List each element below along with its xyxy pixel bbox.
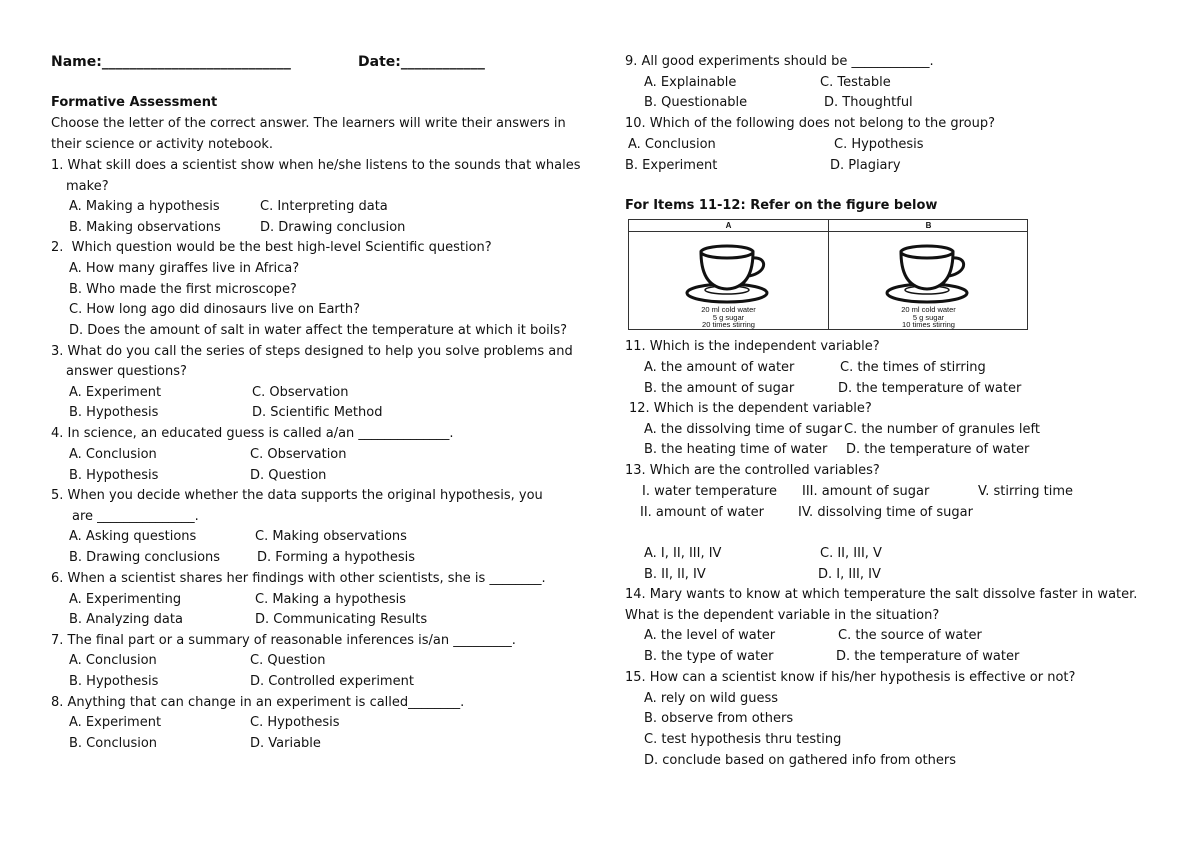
question-text: 7. The final part or a summary of reasonable inferences is/an _________. [51, 633, 516, 648]
option-iv: IV. dissolving time of sugar [798, 505, 973, 520]
choice-b: B. Hypothesis [69, 674, 159, 689]
question-text: 9. All good experiments should be ____________. [625, 54, 934, 69]
choice-d: D. Plagiary [830, 158, 901, 173]
choice-a: A. I, II, III, IV [644, 546, 722, 561]
question-text: 3. What do you call the series of steps designed to help you solve problems and [51, 344, 573, 359]
question-text: 11. Which is the independent variable? [625, 339, 880, 354]
question-text: 4. In science, an educated guess is called a/an ______________. [51, 426, 454, 441]
panel-label-b: B [829, 220, 1028, 232]
choice-c: C. How long ago did dinosaurs live on Earth? [69, 302, 360, 317]
choice-d: D. Variable [250, 736, 321, 751]
question-text: 8. Anything that can change in an experiment is called________. [51, 695, 465, 710]
question-text: 15. How can a scientist know if his/her hypothesis is effective or not? [625, 670, 1076, 685]
choice-d: D. the temperature of water [838, 381, 1022, 396]
choice-d: D. Thoughtful [824, 95, 913, 110]
choice-c: C. Observation [252, 385, 349, 400]
choice-d: D. conclude based on gathered info from others [644, 753, 956, 768]
question-text: 5. When you decide whether the data supports the original hypothesis, you [51, 488, 543, 503]
choice-c: C. test hypothesis thru testing [644, 732, 842, 747]
caption-line: 20 times stirring [702, 320, 755, 329]
choice-b: B. the amount of sugar [644, 381, 795, 396]
choice-c: C. Making a hypothesis [255, 592, 407, 607]
option-iii: III. amount of sugar [802, 484, 930, 499]
question-text: 14. Mary wants to know at which temperature the salt dissolve faster in water. [625, 587, 1138, 602]
choice-d: D. Forming a hypothesis [257, 550, 415, 565]
instructions-line-1: Choose the letter of the correct answer. The learners will write their answers in [51, 116, 566, 131]
caption-line: 5 g sugar [712, 312, 745, 322]
question-text: 2. Which question would be the best high-level Scientific question? [51, 240, 492, 255]
choice-a: A. Conclusion [628, 137, 716, 152]
choice-a: A. Explainable [644, 75, 737, 90]
panel-label-a: A [629, 220, 828, 232]
caption-line: 20 ml cold water [901, 305, 956, 314]
choice-a: A. rely on wild guess [644, 691, 779, 706]
choice-b: B. Who made the first microscope? [69, 282, 297, 297]
choice-a: A. Experimenting [69, 592, 182, 607]
teacup-icon [679, 242, 779, 306]
choice-a: A. the amount of water [644, 360, 795, 375]
choice-b: B. Conclusion [69, 736, 158, 751]
choice-b: B. II, II, IV [644, 567, 706, 582]
question-text: 10. Which of the following does not belong to the group? [625, 116, 996, 131]
choice-b: B. observe from others [644, 711, 794, 726]
choice-b: B. Hypothesis [69, 405, 159, 420]
choice-a: A. Experiment [69, 385, 162, 400]
choice-b: B. Analyzing data [69, 612, 183, 627]
choice-c: C. Testable [820, 75, 891, 90]
choice-a: A. Conclusion [69, 447, 157, 462]
figure-heading: For Items 11-12: Refer on the figure below [625, 198, 938, 213]
choice-c: C. Interpreting data [260, 199, 388, 214]
choice-c: C. Hypothesis [250, 715, 340, 730]
option-i: I. water temperature [642, 484, 777, 499]
question-text-cont: make? [66, 179, 109, 194]
teacup-icon [879, 242, 979, 306]
question-text-cont: are _______________. [72, 509, 199, 524]
question-text-cont: answer questions? [66, 364, 187, 379]
choice-b: B. Experiment [625, 158, 718, 173]
choice-b: B. Drawing conclusions [69, 550, 221, 565]
page-title: Formative Assessment [51, 95, 218, 110]
caption-line: 20 ml cold water [701, 305, 756, 314]
panel-caption-b [829, 306, 1028, 329]
panel-caption-a [629, 306, 828, 329]
question-text: 6. When a scientist shares her findings with other scientists, she is ________. [51, 571, 546, 586]
question-text-cont: What is the dependent variable in the situation? [625, 608, 940, 623]
choice-b: B. Hypothesis [69, 468, 159, 483]
choice-d: D. the temperature of water [846, 442, 1030, 457]
choice-a: A. Conclusion [69, 653, 157, 668]
choice-a: A. the dissolving time of sugar [644, 422, 843, 437]
figure-panel-a [629, 220, 829, 329]
choice-d: D. Drawing conclusion [260, 220, 406, 235]
choice-a: A. How many giraffes live in Africa? [69, 261, 300, 276]
choice-c: C. II, III, V [820, 546, 882, 561]
choice-b: B. the type of water [644, 649, 774, 664]
choice-d: D. Controlled experiment [250, 674, 414, 689]
choice-d: D. Does the amount of salt in water affect the temperature at which it boils? [69, 323, 568, 338]
choice-c: C. Hypothesis [834, 137, 924, 152]
choice-d: D. I, III, IV [818, 567, 881, 582]
question-text: 13. Which are the controlled variables? [625, 463, 880, 478]
choice-c: C. the number of granules left [844, 422, 1040, 437]
caption-line: 5 g sugar [912, 312, 945, 322]
question-text: 1. What skill does a scientist show when he/she listens to the sounds that whales [51, 158, 581, 173]
choice-c: C. Observation [250, 447, 347, 462]
teacup-figure [628, 219, 1028, 330]
date-field-label: Date:____________ [358, 54, 485, 70]
choice-b: B. Questionable [644, 95, 748, 110]
caption-line: 10 times stirring [902, 320, 955, 329]
choice-c: C. Question [250, 653, 326, 668]
choice-d: D. Communicating Results [255, 612, 428, 627]
choice-c: C. the source of water [838, 628, 982, 643]
option-ii: II. amount of water [640, 505, 764, 520]
choice-a: A. Making a hypothesis [69, 199, 220, 214]
figure-panel-b [829, 220, 1028, 329]
choice-b: B. Making observations [69, 220, 221, 235]
name-field-label: Name:___________________________ [51, 54, 291, 70]
question-text: 12. Which is the dependent variable? [629, 401, 872, 416]
choice-c: C. Making observations [255, 529, 407, 544]
choice-a: A. the level of water [644, 628, 776, 643]
choice-d: D. Scientific Method [252, 405, 383, 420]
choice-b: B. the heating time of water [644, 442, 828, 457]
instructions-line-2: their science or activity notebook. [51, 137, 274, 152]
choice-a: A. Asking questions [69, 529, 197, 544]
option-v: V. stirring time [978, 484, 1074, 499]
choice-c: C. the times of stirring [840, 360, 986, 375]
choice-d: D. Question [250, 468, 327, 483]
choice-a: A. Experiment [69, 715, 162, 730]
choice-d: D. the temperature of water [836, 649, 1020, 664]
